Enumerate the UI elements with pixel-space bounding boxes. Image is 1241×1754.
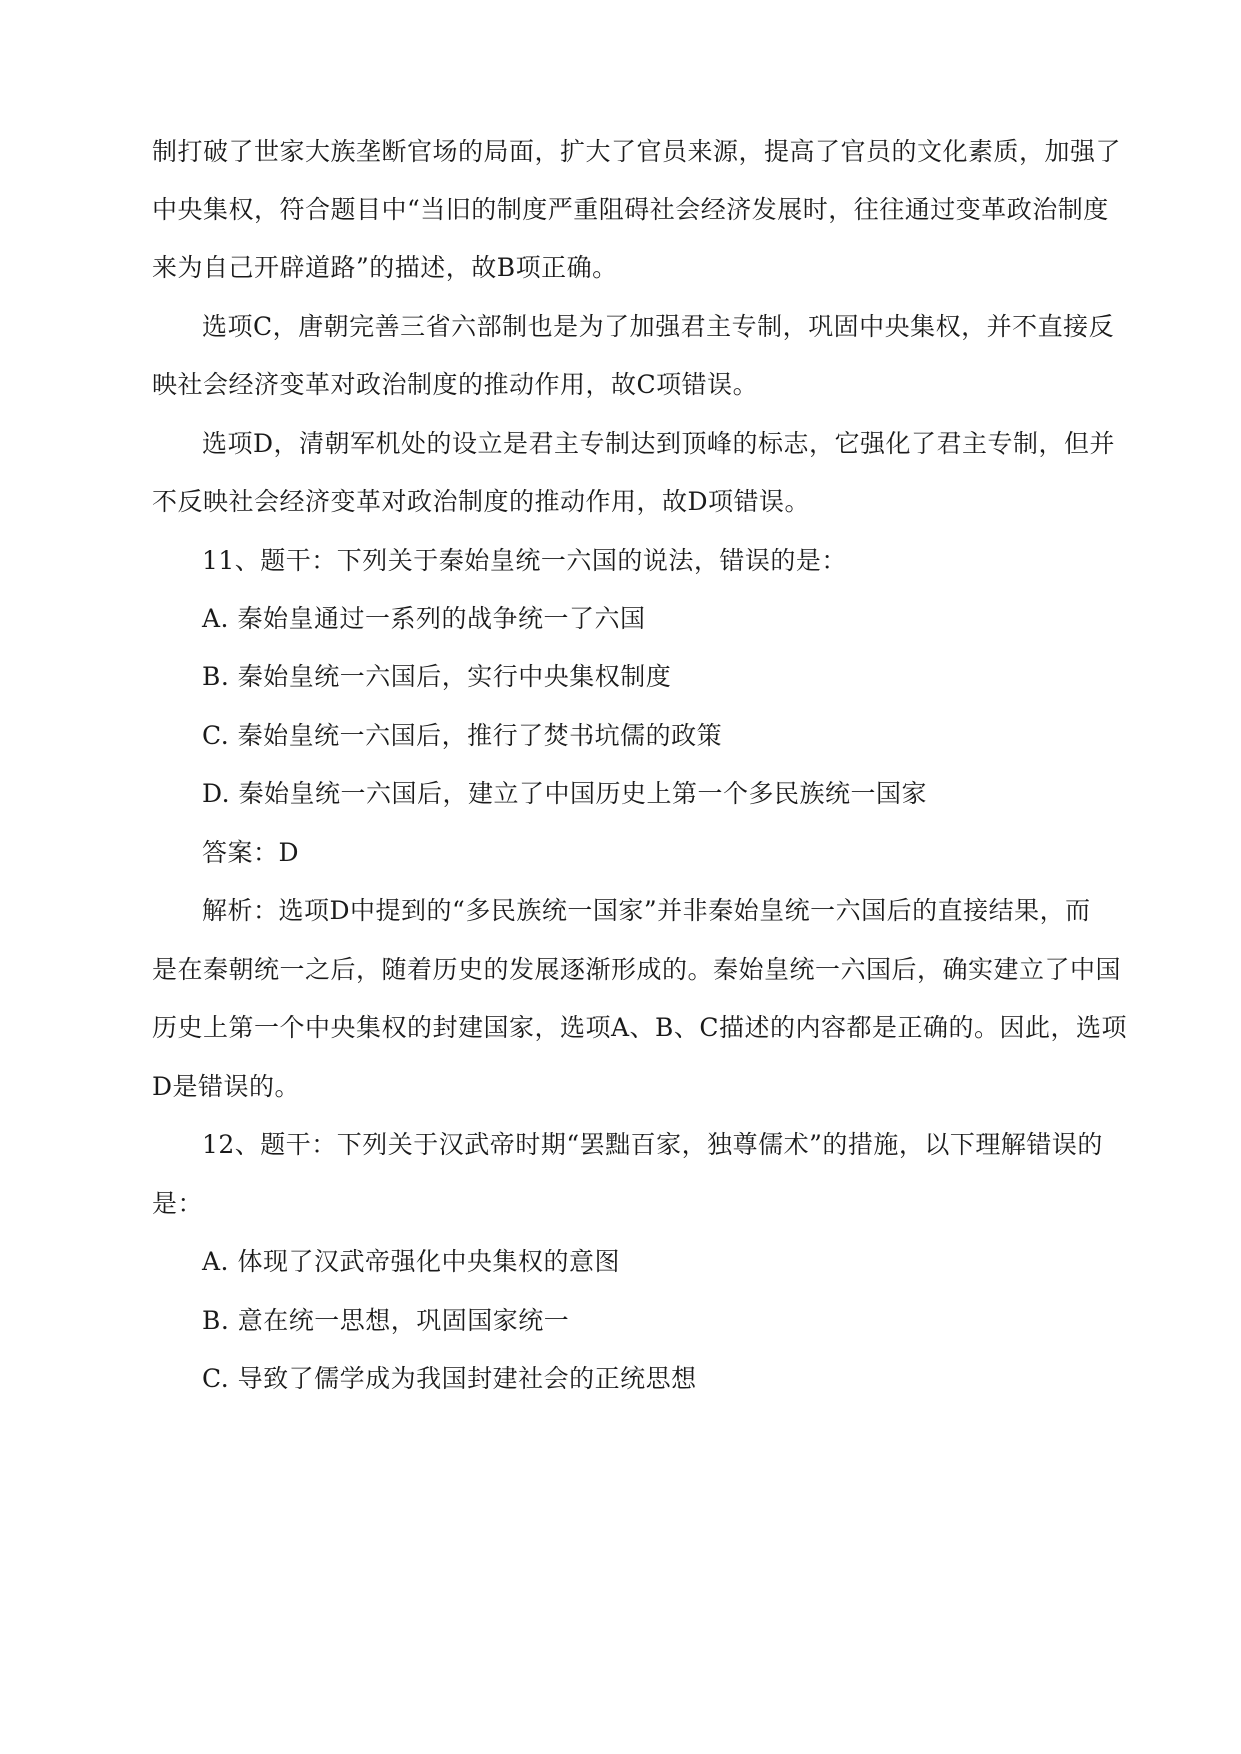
option-c: C. 导致了儒学成为我国封建社会的正统思想 [202, 1364, 697, 1393]
paragraph-line: 映社会经济变革对政治制度的推动作用，故C项错误。 [152, 370, 759, 399]
option-b: B. 意在统一思想，巩固国家统一 [202, 1306, 570, 1335]
option-d: D. 秦始皇统一六国后，建立了中国历史上第一个多民族统一国家 [202, 779, 928, 808]
paragraph-line: 中央集权，符合题目中“当旧的制度严重阻碍社会经济发展时，往往通过变革政治制度 [152, 195, 1109, 224]
explanation-line: D是错误的。 [152, 1072, 301, 1101]
paragraph-line: 制打破了世家大族垄断官场的局面，扩大了官员来源，提高了官员的文化素质，加强了 [152, 137, 1122, 166]
question-stem: 是： [152, 1189, 204, 1218]
option-a: A. 体现了汉武帝强化中央集权的意图 [202, 1247, 620, 1276]
paragraph-line: 选项C，唐朝完善三省六部制也是为了加强君主专制，巩固中央集权，并不直接反 [202, 312, 1115, 341]
option-c: C. 秦始皇统一六国后，推行了焚书坑儒的政策 [202, 721, 723, 750]
question-stem: 12、题干：下列关于汉武帝时期“罢黜百家，独尊儒术”的措施，以下理解错误的 [202, 1130, 1103, 1159]
answer: 答案：D [202, 838, 300, 867]
question-stem: 11、题干：下列关于秦始皇统一六国的说法，错误的是： [202, 546, 847, 575]
option-a: A. 秦始皇通过一系列的战争统一了六国 [202, 604, 646, 633]
explanation-line: 解析：选项D中提到的“多民族统一国家”并非秦始皇统一六国后的直接结果，而 [202, 896, 1091, 925]
paragraph-line: 不反映社会经济变革对政治制度的推动作用，故D项错误。 [152, 487, 811, 516]
explanation-line: 是在秦朝统一之后，随着历史的发展逐渐形成的。秦始皇统一六国后，确实建立了中国 [152, 955, 1122, 984]
paragraph-line: 来为自己开辟道路”的描述，故B项正确。 [152, 253, 618, 282]
option-b: B. 秦始皇统一六国后，实行中央集权制度 [202, 662, 672, 691]
paragraph-line: 选项D，清朝军机处的设立是君主专制达到顶峰的标志，它强化了君主专制，但并 [202, 429, 1116, 458]
explanation-line: 历史上第一个中央集权的封建国家，选项A、B、C描述的内容都是正确的。因此，选项 [152, 1013, 1128, 1042]
